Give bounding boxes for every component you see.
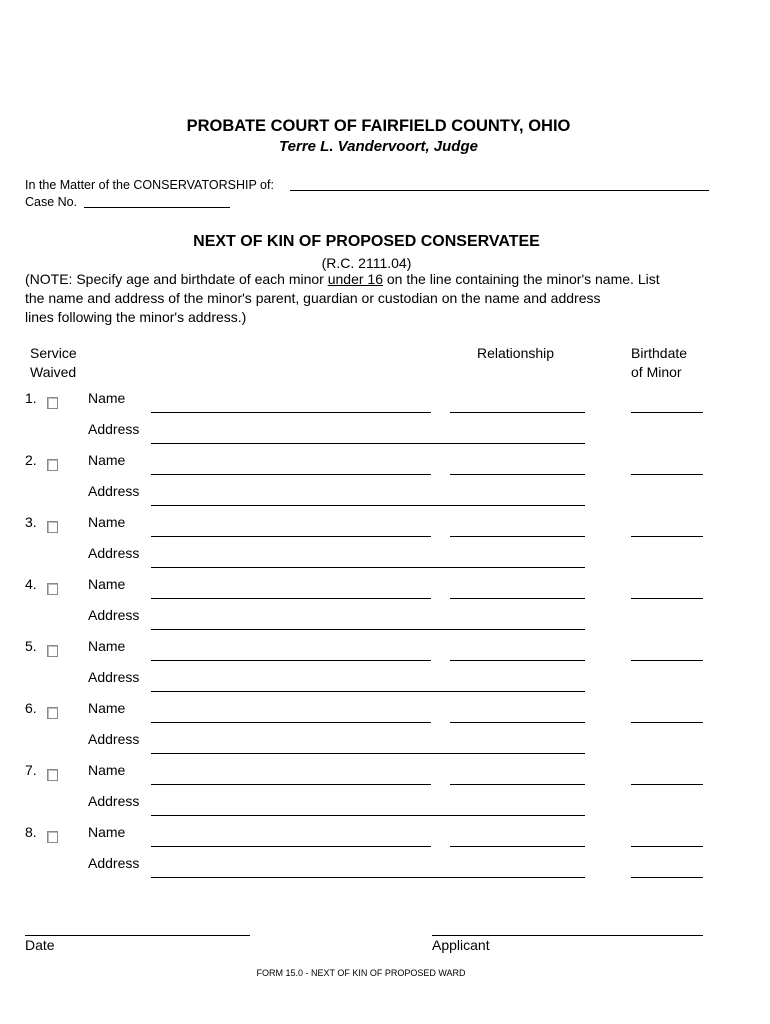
address-input-line[interactable] xyxy=(151,691,585,692)
address-input-line[interactable] xyxy=(151,505,585,506)
address-input-line[interactable] xyxy=(151,815,585,816)
service-waived-header xyxy=(30,344,77,382)
case-number-label: Case No. xyxy=(25,195,78,209)
relationship-input-line[interactable] xyxy=(450,846,585,847)
name-input-line[interactable] xyxy=(151,412,431,413)
date-signature-line[interactable] xyxy=(25,935,250,936)
row-number: 6. xyxy=(25,700,37,716)
service-waived-checkbox[interactable] xyxy=(47,459,58,471)
birthdate-input-line[interactable] xyxy=(631,536,703,537)
name-label: Name xyxy=(88,514,126,530)
row-number: 4. xyxy=(25,576,37,592)
relationship-input-line[interactable] xyxy=(450,536,585,537)
birthdate-input-line[interactable] xyxy=(631,784,703,785)
header-text: of Minor xyxy=(631,364,682,380)
statute-reference: (R.C. 2111.04) xyxy=(321,255,412,271)
birthdate-input-line[interactable] xyxy=(631,598,703,599)
birthdate-input-line[interactable] xyxy=(631,722,703,723)
address-label: Address xyxy=(88,855,140,871)
relationship-input-line[interactable] xyxy=(450,784,585,785)
service-waived-checkbox[interactable] xyxy=(47,397,58,409)
birthdate-header xyxy=(631,344,687,382)
case-number-input-line[interactable] xyxy=(84,207,230,208)
service-waived-checkbox[interactable] xyxy=(47,831,58,843)
address-label: Address xyxy=(88,731,140,747)
service-waived-checkbox[interactable] xyxy=(47,707,58,719)
row-number: 5. xyxy=(25,638,37,654)
name-label: Name xyxy=(88,390,126,406)
row-number: 2. xyxy=(25,452,37,468)
name-label: Name xyxy=(88,700,126,716)
address-input-line[interactable] xyxy=(151,877,585,878)
note-line-3: lines following the minor's address.) xyxy=(25,309,247,325)
name-label: Name xyxy=(88,452,126,468)
name-input-line[interactable] xyxy=(151,846,431,847)
birthdate-input-line[interactable] xyxy=(631,412,703,413)
row-number: 1. xyxy=(25,390,37,406)
note-line-2: the name and address of the minor's parent, guardian or custodian on the name and address xyxy=(25,290,601,306)
address-label: Address xyxy=(88,421,140,437)
court-title: PROBATE COURT OF FAIRFIELD COUNTY, OHIO xyxy=(186,117,571,135)
relationship-input-line[interactable] xyxy=(450,598,585,599)
name-label: Name xyxy=(88,762,126,778)
form-footer: FORM 15.0 - NEXT OF KIN OF PROPOSED WARD xyxy=(256,968,466,978)
name-input-line[interactable] xyxy=(151,722,431,723)
header-text: Waived xyxy=(30,364,77,380)
birthdate-extra-line[interactable] xyxy=(631,877,703,878)
service-waived-checkbox[interactable] xyxy=(47,521,58,533)
address-input-line[interactable] xyxy=(151,443,585,444)
relationship-input-line[interactable] xyxy=(450,660,585,661)
relationship-input-line[interactable] xyxy=(450,474,585,475)
name-input-line[interactable] xyxy=(151,536,431,537)
relationship-input-line[interactable] xyxy=(450,722,585,723)
name-input-line[interactable] xyxy=(151,474,431,475)
address-label: Address xyxy=(88,545,140,561)
birthdate-input-line[interactable] xyxy=(631,846,703,847)
name-input-line[interactable] xyxy=(151,660,431,661)
note-text: on the line containing the minor's name. List xyxy=(383,271,660,287)
service-waived-checkbox[interactable] xyxy=(47,645,58,657)
instruction-note xyxy=(25,270,660,327)
name-input-line[interactable] xyxy=(151,598,431,599)
applicant-label: Applicant xyxy=(432,937,490,953)
header-text: Service xyxy=(30,345,77,361)
row-number: 7. xyxy=(25,762,37,778)
name-input-line[interactable] xyxy=(151,784,431,785)
service-waived-checkbox[interactable] xyxy=(47,583,58,595)
service-waived-checkbox[interactable] xyxy=(47,769,58,781)
judge-name: Terre L. Vandervoort, Judge xyxy=(279,138,478,155)
relationship-header: Relationship xyxy=(477,345,555,361)
name-label: Name xyxy=(88,576,126,592)
address-input-line[interactable] xyxy=(151,567,585,568)
header-text: Birthdate xyxy=(631,345,688,361)
note-text: (NOTE: Specify age and birthdate of each minor xyxy=(25,271,328,287)
birthdate-input-line[interactable] xyxy=(631,660,703,661)
address-input-line[interactable] xyxy=(151,629,585,630)
form-title: NEXT OF KIN OF PROPOSED CONSERVATEE xyxy=(193,233,540,250)
birthdate-input-line[interactable] xyxy=(631,474,703,475)
matter-label: In the Matter of the CONSERVATORSHIP of: xyxy=(25,178,274,192)
note-line-1 xyxy=(25,270,660,289)
date-label: Date xyxy=(25,937,55,953)
row-number: 8. xyxy=(25,824,37,840)
address-label: Address xyxy=(88,669,140,685)
name-label: Name xyxy=(88,638,126,654)
applicant-signature-line[interactable] xyxy=(432,935,703,936)
address-input-line[interactable] xyxy=(151,753,585,754)
address-label: Address xyxy=(88,483,140,499)
relationship-input-line[interactable] xyxy=(450,412,585,413)
address-label: Address xyxy=(88,607,140,623)
name-label: Name xyxy=(88,824,126,840)
note-underlined-text: under 16 xyxy=(327,271,383,287)
address-label: Address xyxy=(88,793,140,809)
row-number: 3. xyxy=(25,514,37,530)
matter-input-line[interactable] xyxy=(290,190,709,191)
